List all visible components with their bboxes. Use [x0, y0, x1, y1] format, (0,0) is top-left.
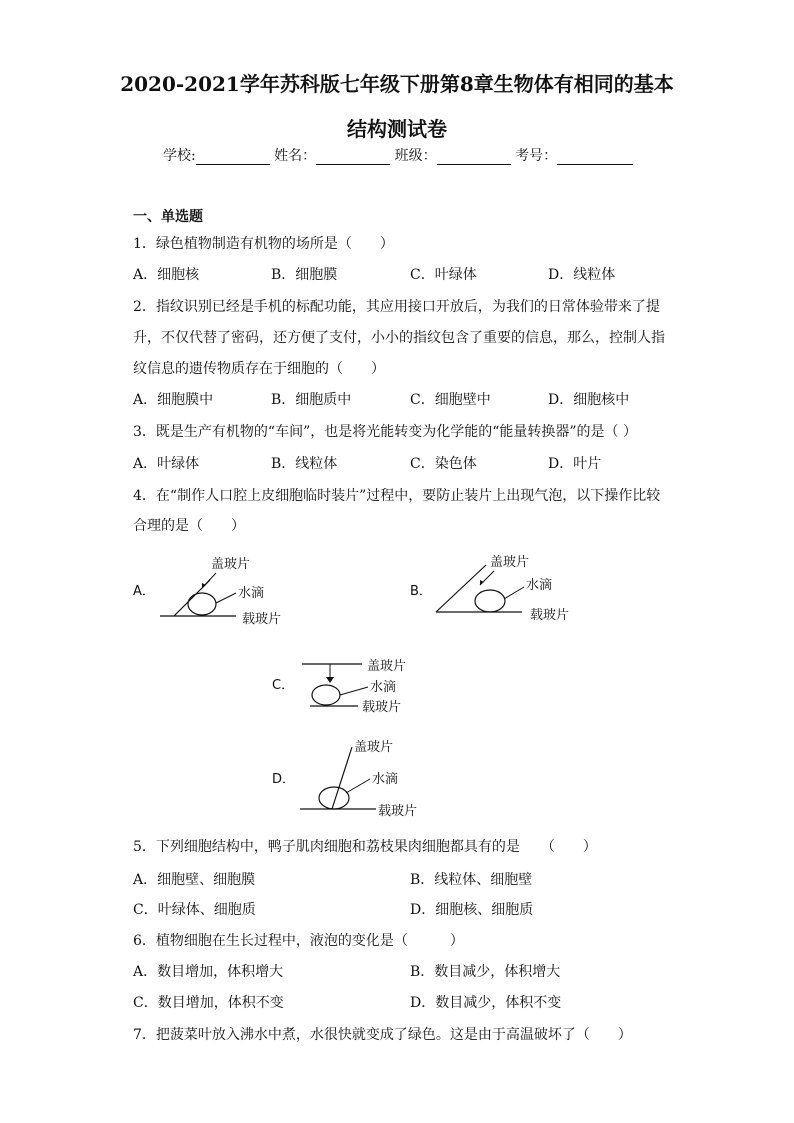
- q4-label-c: C．: [272, 678, 295, 693]
- student-info-row: [163, 145, 633, 165]
- slide-label: 载玻片: [378, 804, 418, 819]
- q3-option-d[interactable]: D．叶片: [548, 456, 602, 472]
- q5-option-d[interactable]: D．细胞核、细胞质: [410, 902, 534, 918]
- class-label: 班级：: [394, 148, 437, 164]
- cover-slip-line: [436, 565, 486, 612]
- exam-title-line1: 2020-2021学年苏科版七年级下册第8章生物体有相同的基本: [120, 72, 674, 96]
- cover-slip-label: 盖玻片: [354, 740, 394, 755]
- cover-slip-label: 盖玻片: [490, 555, 530, 570]
- q4-diagram-b[interactable]: [410, 554, 569, 623]
- q1-option-c[interactable]: C．叶绿体: [410, 267, 477, 283]
- water-drop: [319, 787, 349, 809]
- q1-option-a[interactable]: A．细胞核: [133, 267, 200, 283]
- exam-title-line2: 结构测试卷: [347, 117, 447, 141]
- pointer-line: [340, 687, 368, 695]
- arrow-head: [480, 580, 484, 585]
- q2-option-b[interactable]: B．细胞质中: [271, 392, 352, 408]
- q2-option-c[interactable]: C．细胞壁中: [410, 392, 491, 408]
- q5-option-c[interactable]: C．叶绿体、细胞质: [133, 902, 256, 918]
- school-label: 学校:: [163, 148, 196, 164]
- question-1-stem: 1．绿色植物制造有机物的场所是（ ）: [133, 236, 394, 252]
- q3-option-c[interactable]: C．染色体: [410, 456, 477, 472]
- arrow-head: [326, 677, 334, 683]
- name-blank[interactable]: [316, 150, 390, 165]
- cover-slip-label: 盖玻片: [211, 557, 251, 572]
- question-4-stem-line1: 4．在“制作人口腔上皮细胞临时装片”过程中，要防止装片上出现气泡，以下操作比较: [133, 488, 661, 504]
- q2-option-a[interactable]: A．细胞膜中: [133, 392, 214, 408]
- slide-label: 载玻片: [530, 608, 570, 623]
- q4-diagram-c[interactable]: [272, 658, 406, 715]
- school-blank[interactable]: [196, 150, 270, 165]
- q6-option-a[interactable]: A．数目增加，体积增大: [133, 964, 284, 980]
- question-3-stem: 3．既是生产有机物的“车间”，也是将光能转变为化学能的“能量转换器”的是（ ）: [133, 424, 637, 440]
- q3-option-b[interactable]: B．线粒体: [271, 456, 338, 472]
- question-4-stem-line2: 合理的是（ ）: [133, 518, 245, 534]
- water-drop: [188, 593, 216, 615]
- q1-option-d[interactable]: D．线粒体: [548, 267, 616, 283]
- section-heading: 一、单选题: [133, 209, 203, 225]
- question-2-stem-line2: 升，不仅代替了密码，还方便了支付，小小的指纹包含了重要的信息，那么，控制人指: [133, 330, 665, 346]
- cover-slip-label: 盖玻片: [367, 659, 407, 674]
- class-blank[interactable]: [437, 150, 511, 165]
- water-label: 水滴: [370, 680, 397, 695]
- water-label: 水滴: [526, 578, 553, 593]
- q4-diagrams: [0, 545, 794, 845]
- question-7-stem: 7．把菠菜叶放入沸水中煮，水很快就变成了绿色。这是由于高温破坏了（ ）: [133, 1027, 632, 1043]
- number-label: 考号：: [515, 148, 558, 164]
- q5-option-a[interactable]: A．细胞壁、细胞膜: [133, 872, 256, 888]
- q6-option-d[interactable]: D．数目减少，体积不变: [410, 995, 562, 1011]
- question-2-stem-line1: 2．指纹识别已经是手机的标配功能，其应用接口开放后，为我们的日常体验带来了提: [133, 299, 660, 315]
- q1-option-b[interactable]: B．细胞膜: [271, 267, 338, 283]
- question-5-stem: 5．下列细胞结构中，鸭子肌肉细胞和荔枝果肉细胞都具有的是 （ ）: [133, 839, 597, 855]
- pointer-line: [504, 587, 524, 599]
- q6-option-c[interactable]: C．数目增加，体积不变: [133, 995, 284, 1011]
- water-drop: [312, 685, 340, 705]
- q4-label-d: D．: [272, 772, 296, 787]
- pointer-line: [216, 593, 236, 603]
- slide-label: 载玻片: [242, 612, 282, 627]
- water-label: 水滴: [238, 586, 265, 601]
- water-label: 水滴: [372, 772, 399, 787]
- q6-option-b[interactable]: B．数目减少，体积增大: [410, 964, 561, 980]
- question-2-stem-line3: 纹信息的遗传物质存在于细胞的（ ）: [133, 361, 385, 377]
- q4-label-a: A．: [133, 584, 155, 599]
- q2-option-d[interactable]: D．细胞核中: [548, 392, 630, 408]
- pointer-line: [346, 779, 370, 793]
- name-label: 姓名：: [274, 148, 317, 164]
- question-6-stem: 6．植物细胞在生长过程中，液泡的变化是（ ）: [133, 933, 464, 949]
- q3-option-a[interactable]: A．叶绿体: [133, 456, 200, 472]
- q4-label-b: B．: [410, 584, 432, 599]
- number-blank[interactable]: [557, 150, 633, 165]
- water-drop: [475, 590, 505, 612]
- q4-diagram-d[interactable]: [272, 739, 417, 819]
- q4-diagram-a[interactable]: [133, 556, 281, 627]
- slide-label: 载玻片: [362, 700, 402, 715]
- q5-option-b[interactable]: B．线粒体、细胞壁: [410, 872, 533, 888]
